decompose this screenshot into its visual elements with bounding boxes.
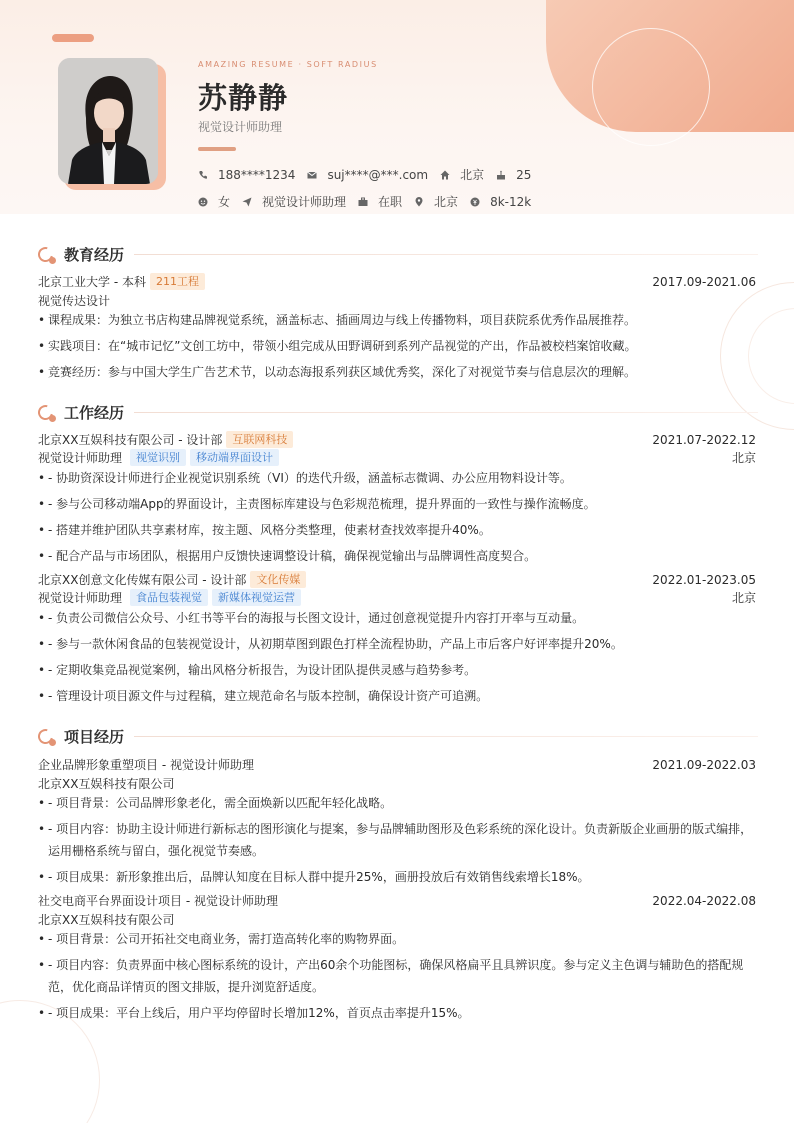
project-name: 社交电商平台界面设计项目 - 视觉设计师助理: [38, 894, 278, 908]
preference-row: [198, 193, 543, 210]
job-bullet: • - 负责公司微信公众号、小红书等平台的海报与长图文设计，通过创意视觉提升内容打开率与互动量。: [38, 607, 756, 629]
project-name: 企业品牌形象重塑项目 - 视觉设计师助理: [38, 758, 254, 772]
job-dates: 2021.07-2022.12: [652, 432, 756, 447]
salary-value: 8k-12k: [490, 194, 532, 209]
education-bullet: • 实践项目：在“城市记忆”文创工坊中，带领小组完成从田野调研到系列产品视觉的产出，作品被校档案馆收藏。: [38, 335, 756, 357]
job-company: 北京XX创意文化传媒有限公司 - 设计部: [38, 573, 247, 587]
job-bullet: • - 配合产品与市场团队，根据用户反馈快速调整设计稿，确保视觉输出与品牌调性高度契合。: [38, 545, 756, 567]
section-title: 项目经历: [64, 728, 125, 746]
gender-icon: [198, 197, 208, 207]
resume-eyebrow: AMAZING RESUME · SOFT RADIUS: [198, 60, 378, 69]
email-value: suj****@***.com: [327, 167, 429, 182]
name-accent-bar: [198, 147, 236, 151]
school-name: 北京工业大学 - 本科: [38, 275, 146, 289]
mail-icon: [307, 170, 317, 180]
briefcase-icon: [358, 197, 368, 207]
skill-tag: 视觉识别: [130, 449, 186, 466]
section-divider: [134, 412, 758, 413]
project-org: 北京XX互娱科技有限公司: [38, 913, 175, 927]
education-bullet: • 竞赛经历：参与中国大学生广告艺术节，以动态海报系列获区域优秀奖，深化了对视觉节奏与信息层次的理解。: [38, 361, 756, 383]
candidate-title: 视觉设计师助理: [198, 120, 283, 134]
project-dates: 2021.09-2022.03: [652, 757, 756, 772]
project-bullet: • - 项目成果：平台上线后，用户平均停留时长增加12%，首页点击率提升15%。: [38, 1002, 756, 1024]
gender-value: 女: [218, 195, 231, 209]
project-bullet: • - 项目背景：公司品牌形象老化，需全面焕新以匹配年轻化战略。: [38, 792, 756, 814]
school-tag: 211工程: [150, 273, 205, 290]
job-bullet: • - 搭建并维护团队共享素材库，按主题、风格分类整理，使素材查找效率提升40%。: [38, 519, 756, 541]
job-dates: 2022.01-2023.05: [652, 572, 756, 587]
city-item: [440, 166, 484, 183]
job-bullet: • - 参与公司移动端App的界面设计，主责图标库建设与色彩规范梳理，提升界面的一致性与操作流畅度。: [38, 493, 756, 515]
project-bullet: • - 项目背景：公司开拓社交电商业务，需打造高转化率的购物界面。: [38, 928, 756, 950]
job-role-row: [38, 589, 756, 606]
salary-item: [470, 195, 531, 209]
status-item: [358, 193, 402, 210]
project-org: 北京XX互娱科技有限公司: [38, 777, 175, 791]
project-section-header: [38, 726, 758, 747]
project-dates: 2022.04-2022.08: [652, 893, 756, 908]
education-bullet: • 课程成果：为独立书店构建品牌视觉系统，涵盖标志、插画周边与线上传播物料，项目获院系优秀作品展推荐。: [38, 309, 756, 331]
profile-photo-illustration: [58, 58, 158, 184]
magnifier-icon: [38, 404, 56, 422]
job-role-row: [38, 449, 756, 466]
home-icon: [440, 170, 450, 180]
phone-value: 188****1234: [218, 167, 296, 182]
cake-icon: [496, 170, 506, 180]
job-bullet: • - 协助资深设计师进行企业视觉识别系统（VI）的迭代升级，涵盖标志微调、办公应用物料设计等。: [38, 467, 756, 489]
city-value: 北京: [460, 168, 485, 182]
age-item: [496, 168, 531, 182]
section-divider: [134, 254, 758, 255]
target-city-value: 北京: [434, 195, 459, 209]
education-dates: 2017.09-2021.06: [652, 274, 756, 289]
education-section-header: [38, 244, 758, 265]
contact-row: [198, 166, 543, 183]
section-title: 工作经历: [64, 404, 125, 422]
send-icon: [242, 197, 252, 207]
skill-tag: 移动端界面设计: [190, 449, 279, 466]
project-row: [38, 892, 756, 909]
industry-tag: 互联网科技: [226, 431, 293, 448]
education-major: 视觉传达设计: [38, 294, 111, 308]
role-value: 视觉设计师助理: [262, 195, 347, 209]
age-value: 25: [516, 167, 532, 182]
profile-photo: [58, 58, 158, 184]
project-bullet: • - 项目成果：新形象推出后，品牌认知度在目标人群中提升25%，画册投放后有效销售线索增长18%。: [38, 866, 756, 888]
job-location: 北京: [731, 451, 756, 465]
job-bullet: • - 管理设计项目源文件与过程稿，建立规范命名与版本控制，确保设计资产可追溯。: [38, 685, 756, 707]
job-location: 北京: [731, 591, 756, 605]
skill-tag: 食品包装视觉: [130, 589, 208, 606]
project-bullet: • - 项目内容：负责界面中核心图标系统的设计，产出60余个功能图标，确保风格扁平且具辨识度。参与定义主色调与辅助色的搭配规范，优化商品详情页的图文排版，提升浏览舒适度。: [38, 954, 756, 998]
job-role: 视觉设计师助理: [38, 591, 123, 605]
email-item: [307, 168, 428, 182]
pin-icon: [414, 197, 424, 207]
magnifier-icon: [38, 728, 56, 746]
section-divider: [134, 736, 758, 737]
status-value: 在职: [378, 195, 403, 209]
gender-item: [198, 193, 230, 210]
project-bullet: • - 项目内容：协助主设计师进行新标志的图形演化与提案，参与品牌辅助图形及色彩系统的深化设计。负责新版企业画册的版式编排，运用栅格系统与留白，强化视觉节奏感。: [38, 818, 756, 862]
industry-tag: 文化传媒: [250, 571, 306, 588]
job-company-row: [38, 431, 756, 448]
skill-tag: 新媒体视觉运营: [212, 589, 301, 606]
phone-icon: [198, 170, 208, 180]
job-role: 视觉设计师助理: [38, 451, 123, 465]
job-company: 北京XX互娱科技有限公司 - 设计部: [38, 433, 223, 447]
role-item: [242, 193, 346, 210]
magnifier-icon: [38, 246, 56, 264]
job-bullet: • - 参与一款休闲食品的包装视觉设计，从初期草图到跟色打样全流程协助，产品上市后客户好评率提升20%。: [38, 633, 756, 655]
phone-item: [198, 168, 295, 182]
coin-icon: [470, 197, 480, 207]
resume-header: [0, 0, 794, 214]
target-city-item: [414, 193, 458, 210]
project-row: [38, 756, 756, 773]
job-company-row: [38, 571, 756, 588]
candidate-name: 苏静静: [198, 81, 289, 115]
header-accent-pill: [52, 34, 94, 42]
job-bullet: • - 定期收集竞品视觉案例，输出风格分析报告，为设计团队提供灵感与趋势参考。: [38, 659, 756, 681]
education-row: [38, 273, 756, 290]
section-title: 教育经历: [64, 246, 125, 264]
header-decoration-ring: [592, 28, 710, 146]
work-section-header: [38, 402, 758, 423]
